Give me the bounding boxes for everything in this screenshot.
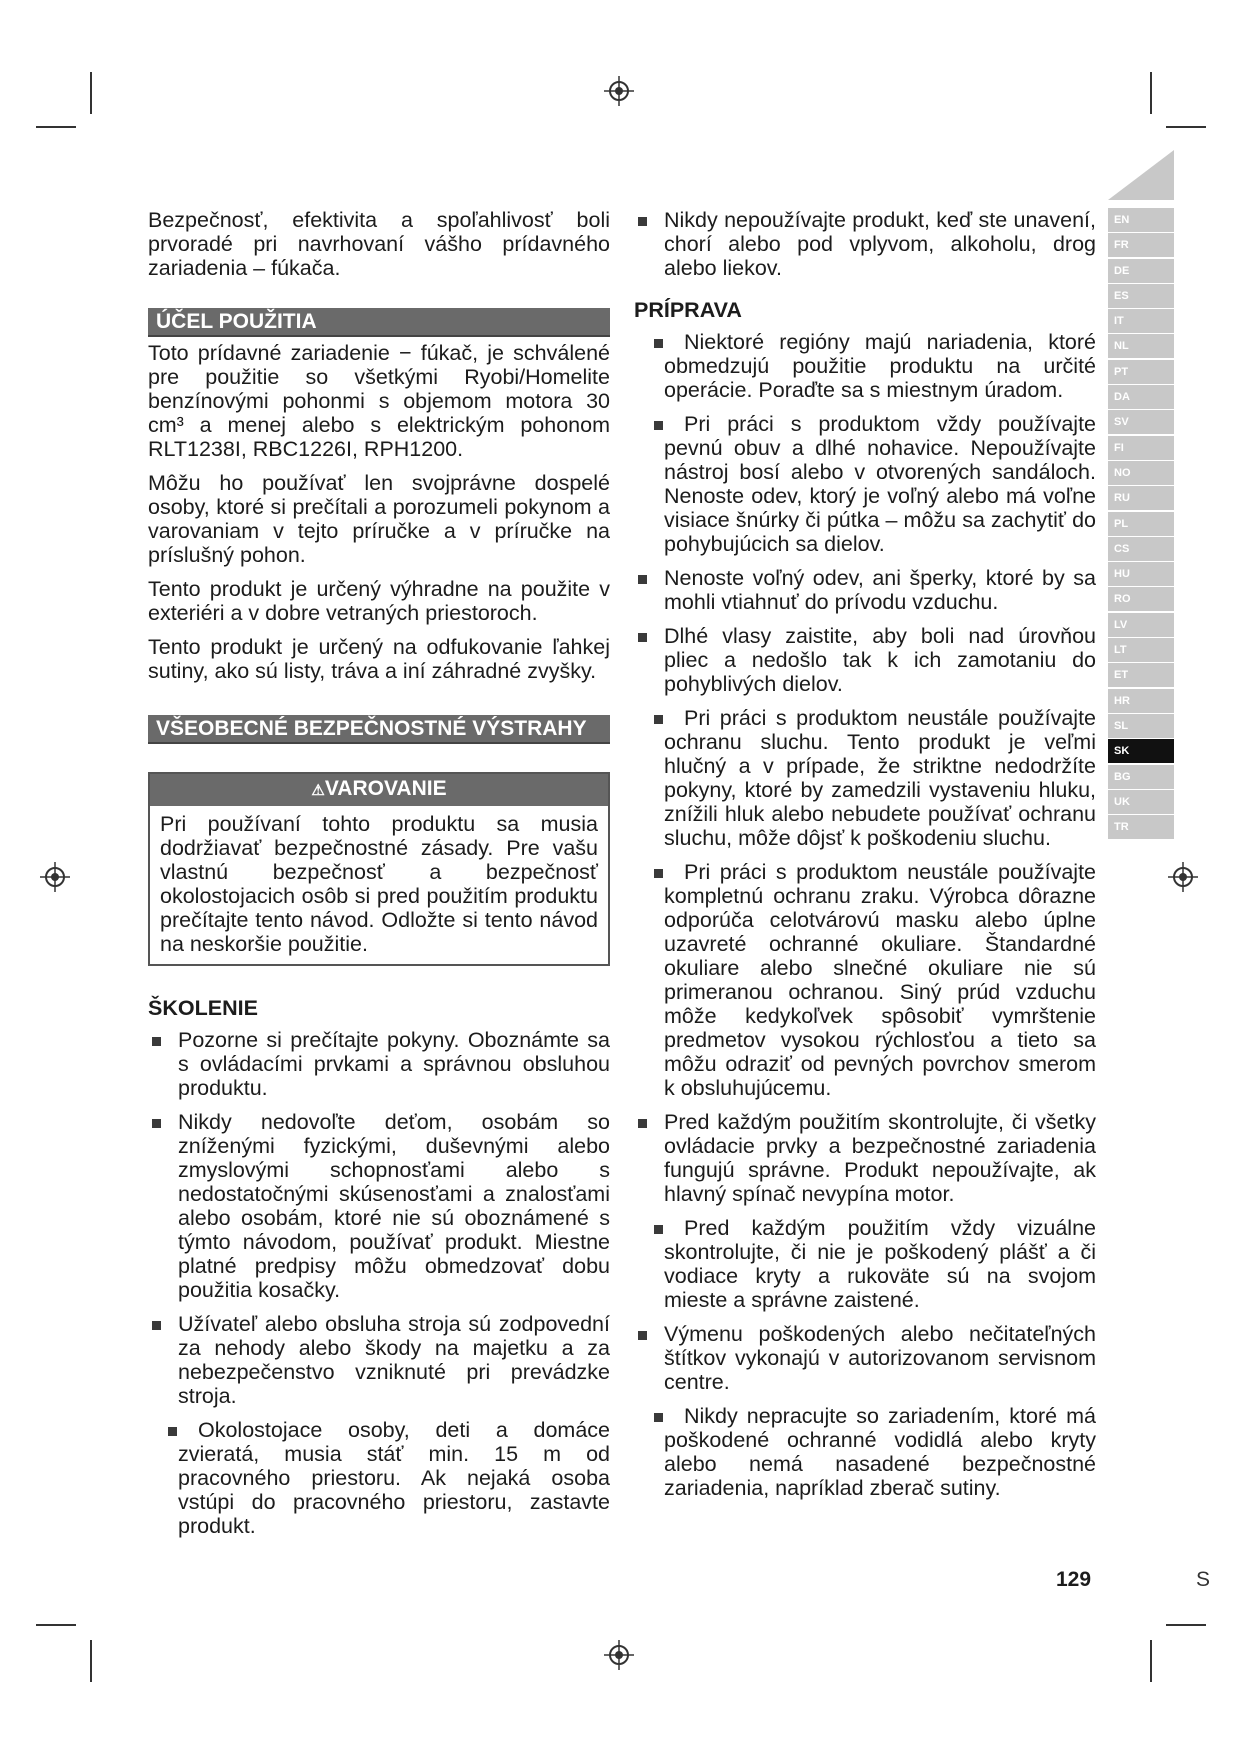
bullet-icon [654,339,663,348]
language-tab-de[interactable]: DE [1108,259,1174,283]
bullet-icon [152,1037,161,1046]
language-tab-es[interactable]: ES [1108,284,1174,308]
language-tab-uk[interactable]: UK [1108,790,1174,814]
usage-paragraph: Tento produkt je určený výhradne na použite v exteriéri a v dobre vetraných priestoroch. [148,577,610,625]
list-item: Niektoré regióny majú nariadenia, ktoré obmedzujú použitie produktu na určité operácie. Poraďte sa s miestnym úradom. [634,330,1096,402]
list-item: Nikdy nepoužívajte produkt, keď ste unavení, chorí alebo pod vplyvom, alkoholu, drog alebo liekov. [634,208,1096,280]
bullet-icon [654,421,663,430]
language-tab-wedge [1108,150,1174,200]
bullet-icon [152,1119,161,1128]
list-item: Dlhé vlasy zaistite, aby boli nad úrovňou pliec a nedošlo tak k ich zamotaniu do pohyblivých dielov. [634,624,1096,696]
bullet-icon [638,633,647,642]
language-tab-lv[interactable]: LV [1108,613,1174,637]
warning-heading: ⚠VAROVANIE [150,774,608,806]
language-tab-ro[interactable]: RO [1108,587,1174,611]
crop-mark [90,72,92,114]
language-tab-nl[interactable]: NL [1108,334,1174,358]
list-item: Pred každým použitím vždy vizuálne skontrolujte, či nie je poškodený plášť a či vodiace kryty a rukoväte sú na svojom mieste a správne zaistené. [634,1216,1096,1312]
language-tab-sl[interactable]: SL [1108,714,1174,738]
list-item: Nenoste voľný odev, ani šperky, ktoré by sa mohli vtiahnuť do prívodu vzduchu. [634,566,1096,614]
list-item: Pri práci s produktom neustále používajte kompletnú ochranu zraku. Výrobca dôrazne odporúča celotvárovú masku alebo úplne uzavreté ochranné okuliare. Štandardné okuliare alebo slnečné okuliare nie sú primeranou ochranou. Siný prúd vzduchu môže kedykoľvek spôsobiť vymrštenie predmetov vysokou rýchlosťou a tieto sa môžu odraziť od pevných povrchov smerom k obsluhujúcemu. [634,860,1096,1100]
language-tab-hu[interactable]: HU [1108,562,1174,586]
crop-mark [36,1624,76,1626]
list-item: Užívateľ alebo obsluha stroja sú zodpovední za nehody alebo škody na majetku a za nebezpečenstvo vzniknuté pri prevádzke stroja. [148,1312,610,1408]
crop-mark [1166,1624,1206,1626]
list-item: Výmenu poškodených alebo nečitateľných štítkov vykonajú v autorizovanom servisnom centre. [634,1322,1096,1394]
language-tab-pl[interactable]: PL [1108,512,1174,536]
preparation-heading: PRÍPRAVA [634,298,742,322]
bullet-icon [654,715,663,724]
bullet-icon [638,1119,647,1128]
language-tab-it[interactable]: IT [1108,309,1174,333]
general-safety-heading: VŠEOBECNÉ BEZPEČNOSTNÉ VÝSTRAHY [148,715,610,744]
crop-mark [36,126,76,128]
bullet-icon [638,217,647,226]
language-tab-lt[interactable]: LT [1108,638,1174,662]
left-column [148,208,610,1548]
list-item: Pri práci s produktom neustále používajte ochranu sluchu. Tento produkt je veľmi hlučný a v prípade, že striktne nedodržíte pokyny, ktoré by zamedzili vystaveniu hluku, znížili hluk alebo nebudete používať ochranu sluchu, môže dôjsť k poškodeniu sluchu. [634,706,1096,850]
training-heading: ŠKOLENIE [148,996,258,1020]
bullet-icon [654,1225,663,1234]
bullet-icon [654,1413,663,1422]
warning-icon: ⚠ [311,782,325,799]
usage-heading: ÚČEL POUŽITIA [148,308,610,337]
language-tab-pt[interactable]: PT [1108,360,1174,384]
language-tab-no[interactable]: NO [1108,461,1174,485]
language-tab-fr[interactable]: FR [1108,233,1174,257]
list-item: Okolostojace osoby, deti a domáce zvieratá, musia stáť min. 15 m od pracovného priestoru. Ak nejaká osoba vstúpi do pracovného priestoru, zastavte produkt. [148,1418,610,1538]
intro-text: Bezpečnosť, efektivita a spoľahlivosť boli prvoradé pri navrhovaní vášho prídavného zariadenia – fúkača. [148,208,610,280]
language-tab-ru[interactable]: RU [1108,486,1174,510]
crop-mark [90,1640,92,1682]
language-tab-hr[interactable]: HR [1108,689,1174,713]
page-number: 129 [1056,1568,1092,1591]
crop-mark [1150,72,1152,114]
language-tabs [1108,208,1174,840]
language-tab-da[interactable]: DA [1108,385,1174,409]
bullet-icon [152,1321,161,1330]
list-item: Pozorne si prečítajte pokyny. Oboznámte sa s ovládacími prvkami a správnou obsluhou produktu. [148,1028,610,1100]
usage-paragraph: Toto prídavné zariadenie − fúkač, je schválené pre použitie so všetkými Ryobi/Homelite benzínovými pohonmi s objemom motora 30 cm³ a menej alebo s elektrickým pohonom RLT1238I, RBC1226I, RPH1200. [148,341,610,461]
registration-mark-icon [1168,862,1198,892]
warning-box [148,772,610,966]
right-column [634,208,1096,1510]
language-tab-en[interactable]: EN [1108,208,1174,232]
registration-mark-icon [40,862,70,892]
bullet-icon [168,1427,177,1436]
language-tab-et[interactable]: ET [1108,663,1174,687]
language-tab-sv[interactable]: SV [1108,410,1174,434]
language-tab-bg[interactable]: BG [1108,765,1174,789]
list-item: Pred každým použitím skontrolujte, či všetky ovládacie prvky a bezpečnostné zariadenia fungujú správne. Produkt nepoužívajte, ak hlavný spínač nevypína motor. [634,1110,1096,1206]
bullet-icon [654,869,663,878]
usage-paragraph: Môžu ho používať len svojprávne dospelé osoby, ktoré si prečítali a porozumeli pokynom a varovaniam v tejto príručke a v príručke na príslušný pohon. [148,471,610,567]
warning-text: Pri používaní tohto produktu sa musia dodržiavať bezpečnostné zásady. Pre vašu vlastnú bezpečnosť a bezpečnosť okolostojacich osôb si pred použitím produktu prečítajte tento návod. Odložte si tento návod na neskoršie použitie. [160,812,598,956]
crop-mark [1166,126,1206,128]
edge-letter: S [1196,1568,1211,1591]
list-item: Nikdy nedovoľte deťom, osobám so zníženými fyzickými, duševnými alebo zmyslovými schopnosťami alebo s nedostatočnými skúsenosťami a znalosťami alebo osobám, ktoré nie sú oboznámené s týmto návodom, používať produkt. Miestne platné predpisy môžu obmedzovať dobu použitia kosačky. [148,1110,610,1302]
list-item: Nikdy nepracujte so zariadením, ktoré má poškodené ochranné vodidlá alebo kryty alebo nemá nasadené bezpečnostné zariadenia, napríklad zberač sutiny. [634,1404,1096,1500]
usage-paragraph: Tento produkt je určený na odfukovanie ľahkej sutiny, ako sú listy, tráva a iní záhradné zvyšky. [148,635,610,683]
registration-mark-icon [604,1640,634,1670]
language-tab-cs[interactable]: CS [1108,537,1174,561]
language-tab-sk[interactable]: SK [1108,739,1174,763]
registration-mark-icon [604,76,634,106]
list-item: Pri práci s produktom vždy používajte pevnú obuv a dlhé nohavice. Nepoužívajte nástroj bosí alebo v otvorených sandáloch. Nenoste odev, ktorý je voľný alebo má voľne visiace šnúrky či pútka – môžu sa zachytiť do pohybujúcich sa dielov. [634,412,1096,556]
bullet-icon [638,575,647,584]
language-tab-tr[interactable]: TR [1108,815,1174,839]
crop-mark [1150,1640,1152,1682]
bullet-icon [638,1331,647,1340]
language-tab-fi[interactable]: FI [1108,436,1174,460]
